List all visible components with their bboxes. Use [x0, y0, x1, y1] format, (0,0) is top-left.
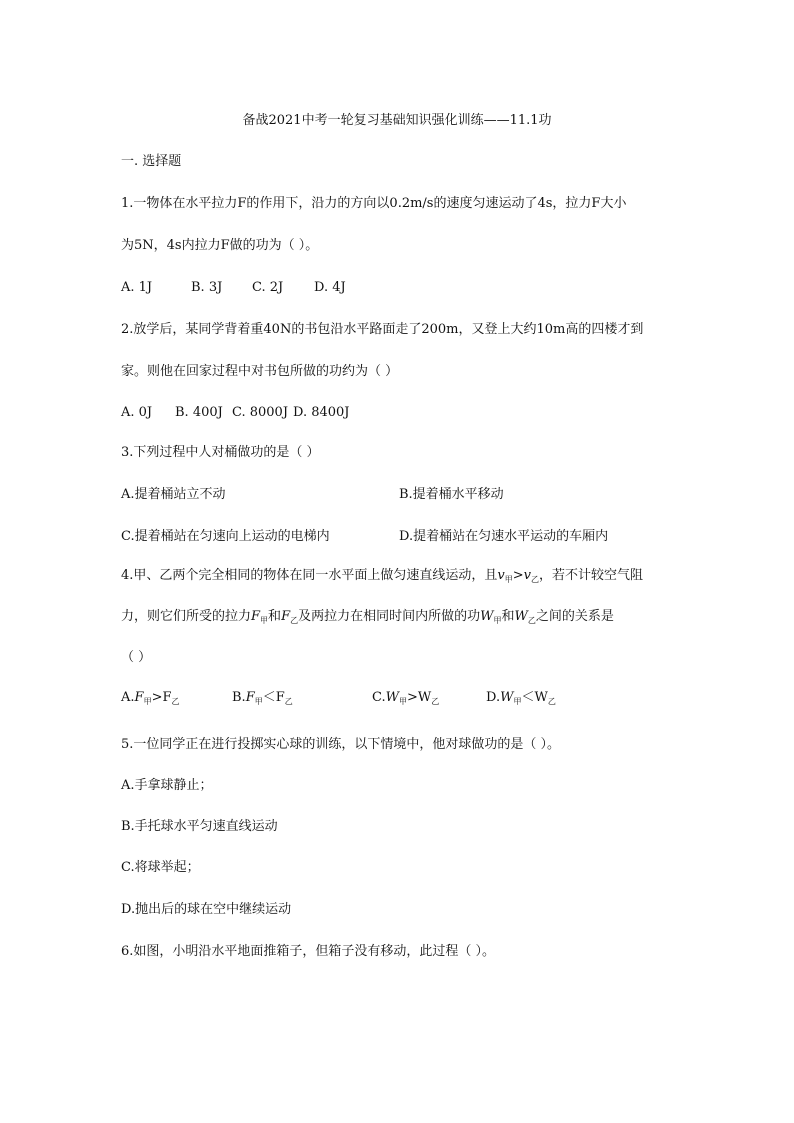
q2-option-c: C. 8000J	[232, 405, 289, 420]
q1-option-a: A. 1J	[121, 280, 153, 295]
q4-stem-line3: （ ）	[121, 650, 152, 665]
q5-stem: 5.一位同学正在进行投掷实心球的训练，以下情境中，他对球做功的是（ ）。	[121, 737, 561, 752]
q1-option-c: C. 2J	[252, 280, 284, 295]
q1-option-b: B. 3J	[191, 280, 223, 295]
section-heading: 一. 选择题	[121, 154, 182, 169]
q5-option-d: D.抛出后的球在空中继续运动	[121, 902, 292, 917]
q4-option-d: $D.W_甲<W_乙$	[486, 690, 556, 706]
q3-stem: 3.下列过程中人对桶做功的是（ ）	[121, 445, 320, 460]
q5-option-c: C.将球举起；	[121, 860, 200, 875]
q3-option-b: B.提着桶水平移动	[399, 487, 504, 502]
q1-stem-line1: 1.一物体在水平拉力F的作用下，沿力的方向以0.2m/s的速度匀速运动了4s，拉力F大小	[121, 196, 627, 211]
q2-option-b: B. 400J	[175, 405, 223, 420]
q2-stem-line2: 家。则他在回家过程中对书包所做的功约为（ ）	[121, 364, 399, 379]
q3-option-a: A.提着桶站立不动	[121, 487, 226, 502]
q4-stem-line1: 4.甲、乙两个完全相同的物体在同一水平面上做匀速直线运动，且$v_甲>v_乙$，若不计较空气阻	[121, 568, 644, 584]
q4-stem-line2: 力，则它们所受的拉力$F_甲$和$F_乙$及两拉力在相同时间内所做的功$W_甲$和$W_乙$之间的关系是	[121, 609, 614, 625]
q5-option-b: B.手托球水平匀速直线运动	[121, 819, 278, 834]
q4-option-a: $A.F_甲>F_乙$	[121, 690, 180, 706]
q4-option-b: $B.F_甲<F_乙$	[232, 690, 293, 706]
q3-option-c: C.提着桶站在匀速向上运动的电梯内	[121, 529, 330, 544]
q6-stem: 6.如图，小明沿水平地面推箱子，但箱子没有移动，此过程（ ）。	[121, 944, 496, 959]
q1-option-d: D. 4J	[314, 280, 346, 295]
q4-option-c: $C.W_甲>W_乙$	[372, 690, 440, 706]
q2-option-a: A. 0J	[121, 405, 153, 420]
q2-stem-line1: 2.放学后，某同学背着重40N的书包沿水平路面走了200m，又登上大约10m高的四楼才到	[121, 322, 644, 337]
q2-option-d: D. 8400J	[293, 405, 350, 420]
q3-option-d: D.提着桶站在匀速水平运动的车厢内	[399, 529, 609, 544]
page-title: 备战2021中考一轮复习基础知识强化训练——11.1功	[242, 113, 552, 128]
q5-option-a: A.手拿球静止；	[121, 778, 213, 793]
q1-stem-line2: 为5N，4s内拉力F做的功为（ ）。	[121, 238, 319, 253]
